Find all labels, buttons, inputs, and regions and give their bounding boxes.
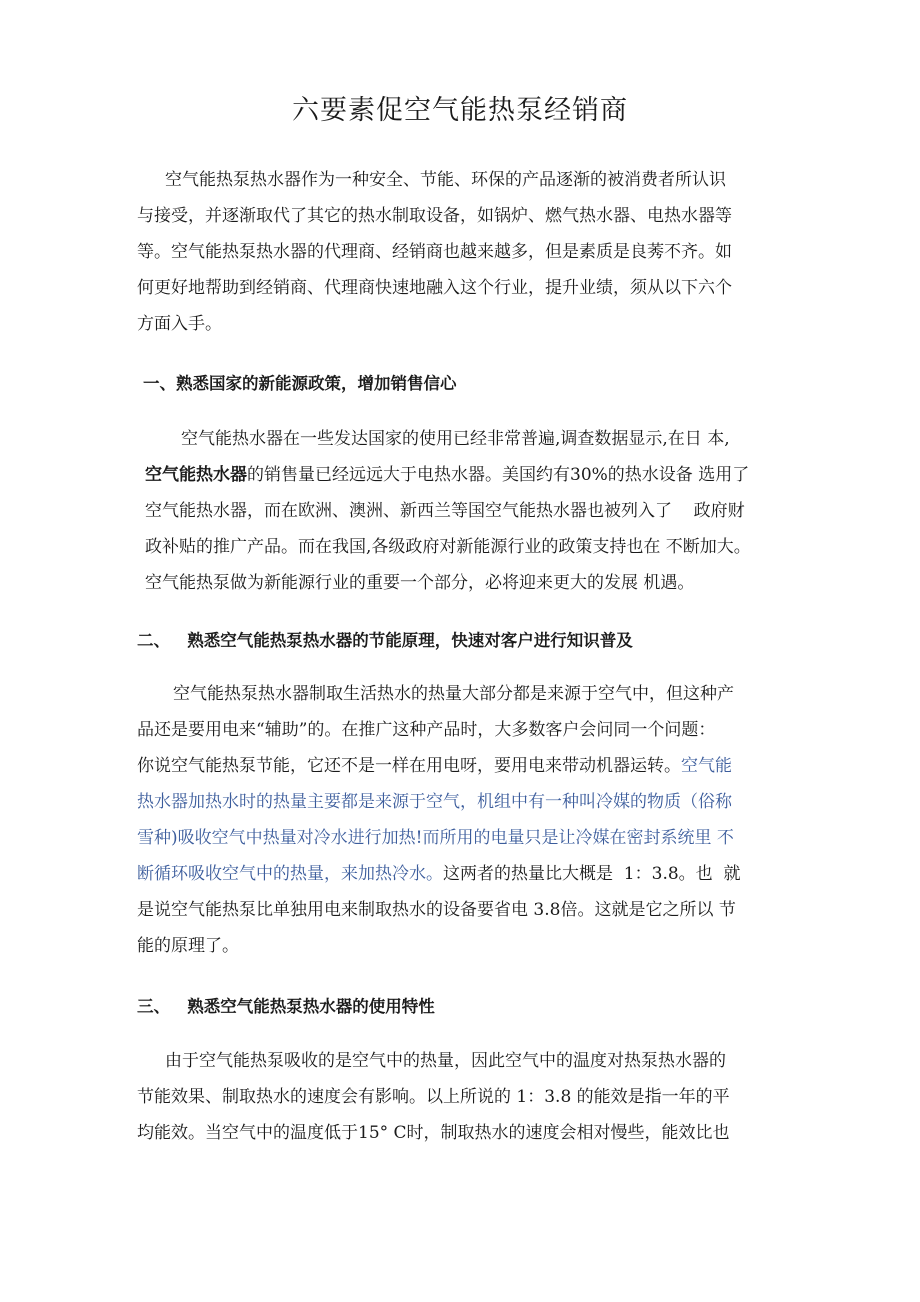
- section-3-paragraph: [137, 1043, 787, 1151]
- text-line: [137, 748, 787, 784]
- highlight-text: 断循环吸收空气中的热量，来加热冷水。: [137, 864, 443, 884]
- intro-paragraph: [137, 162, 787, 342]
- section-2-heading: 二、 熟悉空气能热泵热水器的节能原理，快速对客户进行知识普及: [137, 631, 633, 650]
- text-line: 能的原理了。: [137, 936, 239, 956]
- section-1-heading: 一、熟悉国家的新能源政策，增加销售信心: [143, 374, 457, 393]
- text-line: 品还是要用电来“辅助”的。在推广这种产品时，大多数客户会问同一个问题：: [137, 720, 716, 740]
- text-line: 空气能热泵热水器制取生活热水的热量大部分都是来源于空气中，但这种产: [173, 684, 734, 704]
- text-span: 你说空气能热泵节能，它还不是一样在用电呀，要用电来带动机器运转。: [137, 756, 681, 776]
- text-line: [145, 457, 795, 493]
- text-line: 政补贴的推广产品。而在我国,各级政府对新能源行业的政策支持也在 不断加大。: [145, 537, 751, 557]
- text-line: 与接受，并逐渐取代了其它的热水制取设备，如锅炉、燃气热水器、电热水器等: [137, 206, 732, 226]
- text-span: 的销售量已经远远大于电热水器。美国约有30%的热水设备 选用了: [247, 465, 750, 485]
- text-line: 空气能热泵热水器作为一种安全、节能、环保的产品逐渐的被消费者所认识: [165, 170, 726, 190]
- section-1-paragraph: [145, 421, 795, 601]
- bold-term: 空气能热水器: [145, 465, 247, 485]
- text-line: 由于空气能热泵吸收的是空气中的热量，因此空气中的温度对热泵热水器的: [165, 1051, 726, 1071]
- text-line: 何更好地帮助到经销商、代理商快速地融入这个行业，提升业绩，须从以下六个: [137, 278, 732, 298]
- page-title: 六要素促空气能热泵经销商: [292, 95, 628, 126]
- text-line: 等。空气能热泵热水器的代理商、经销商也越来越多，但是素质是良莠不齐。如: [137, 242, 732, 262]
- text-line: [137, 856, 787, 892]
- highlight-line: 雪种)吸收空气中热量对冷水进行加热!而所用的电量只是让冷媒在密封系统里 不: [137, 828, 734, 848]
- text-line: 空气能热水器在一些发达国家的使用已经非常普遍,调查数据显示,在日 本,: [181, 429, 730, 449]
- text-line: 空气能热水器，而在欧洲、澳洲、新西兰等国空气能热水器也被列入了 政府财: [145, 501, 745, 521]
- text-span: 这两者的热量比大概是 1：3.8。也 就: [443, 864, 741, 884]
- text-line: 节能效果、制取热水的速度会有影响。以上所说的 1：3.8 的能效是指一年的平: [137, 1087, 730, 1107]
- text-line: 空气能热泵做为新能源行业的重要一个部分，必将迎来更大的发展 机遇。: [145, 573, 695, 593]
- section-2-paragraph: [137, 676, 787, 964]
- text-line: 是说空气能热泵比单独用电来制取热水的设备要省电 3.8倍。这就是它之所以 节: [137, 900, 736, 920]
- text-line: 方面入手。: [137, 314, 222, 334]
- text-line: 均能效。当空气中的温度低于15° C时，制取热水的速度会相对慢些，能效比也: [137, 1123, 730, 1143]
- section-3-heading: 三、 熟悉空气能热泵热水器的使用特性: [137, 997, 435, 1016]
- highlight-line: 热水器加热水时的热量主要都是来源于空气，机组中有一种叫冷媒的物质（俗称: [137, 792, 732, 812]
- highlight-text: 空气能: [681, 756, 732, 776]
